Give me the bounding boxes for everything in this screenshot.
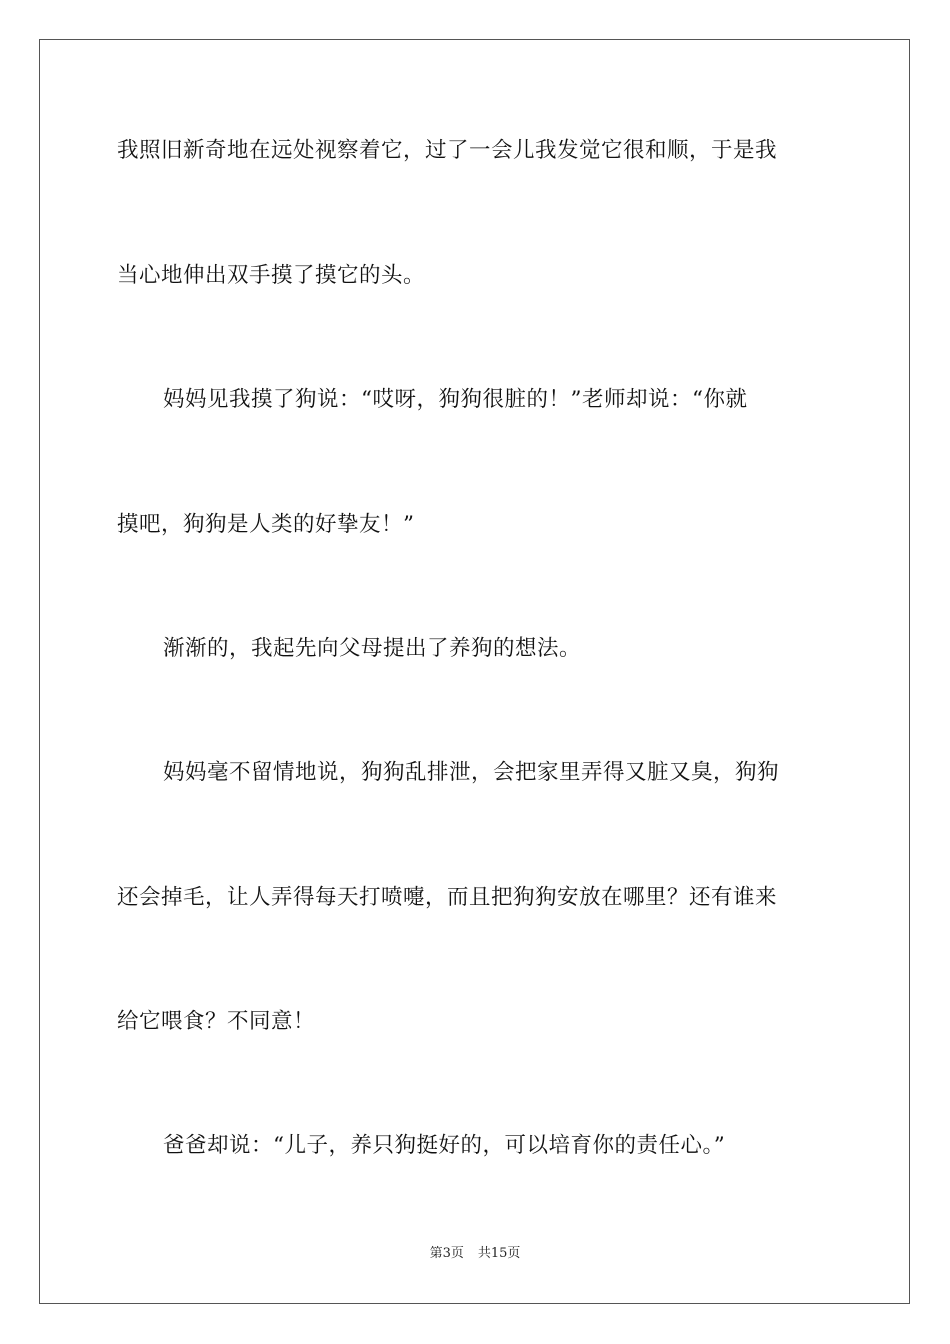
text-line: 当心地伸出双手摸了摸它的头。: [117, 263, 426, 288]
paragraph-first-line: 妈妈毫不留情地说，狗狗乱排泄，会把家里弄得又脏又臭，狗狗: [163, 760, 780, 785]
text-line: 我照旧新奇地在远处视察着它，过了一会儿我发觉它很和顺，于是我: [117, 138, 778, 163]
page-number: 第3页: [429, 1246, 464, 1261]
text-line: 还会掉毛，让人弄得每天打喷嚏，而且把狗狗安放在哪里？还有谁来: [117, 885, 778, 910]
text-line: 给它喂食？不同意！: [117, 1009, 316, 1034]
paragraph-first-line: 妈妈见我摸了狗说：“哎呀，狗狗很脏的！”老师却说：“你就: [163, 387, 748, 412]
paragraph-first-line: 渐渐的，我起先向父母提出了养狗的想法。: [163, 636, 582, 661]
page-total: 共15页: [477, 1246, 521, 1261]
page-footer: [0, 1245, 950, 1263]
text-line: 摸吧，狗狗是人类的好挚友！”: [117, 512, 415, 537]
paragraph-first-line: 爸爸却说：“儿子，养只狗挺好的，可以培育你的责任心。”: [163, 1133, 726, 1158]
page-frame: [39, 39, 910, 1304]
